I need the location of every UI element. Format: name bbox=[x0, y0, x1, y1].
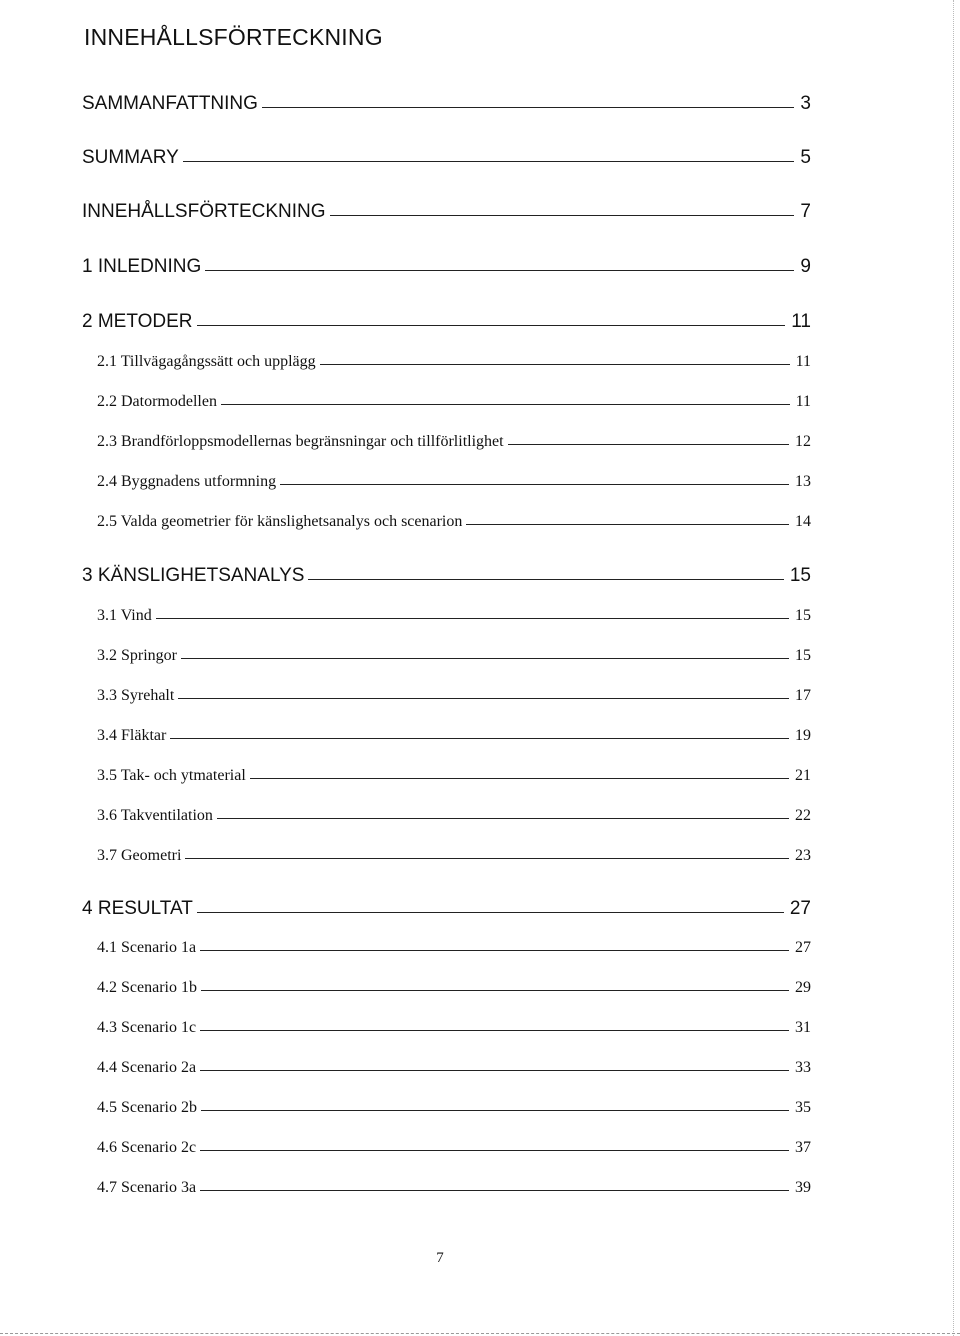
toc-entry-title: 4.7 Scenario 3a bbox=[97, 1179, 197, 1196]
toc-entry[interactable] bbox=[97, 1099, 811, 1117]
toc-entry-title: INNEHÅLLSFÖRTECKNING bbox=[82, 201, 326, 222]
toc-entry-page: 22 bbox=[795, 807, 811, 824]
toc-entry[interactable] bbox=[97, 433, 811, 451]
toc-leader-line bbox=[183, 161, 795, 162]
toc-entry-title: 3.4 Fläktar bbox=[97, 727, 167, 744]
toc-leader-line bbox=[185, 858, 789, 859]
toc-entry-title: 4.4 Scenario 2a bbox=[97, 1059, 197, 1076]
scan-edge-bottom bbox=[0, 1333, 960, 1334]
toc-entry-title: 2 METODER bbox=[82, 311, 193, 332]
toc-leader-line bbox=[178, 698, 789, 699]
toc-entry-title: 3.6 Takventilation bbox=[97, 807, 213, 824]
toc-entry-page: 13 bbox=[795, 473, 811, 490]
toc-entry-title: 3.7 Geometri bbox=[97, 847, 182, 864]
toc-leader-line bbox=[156, 618, 789, 619]
toc-entry-title: 2.1 Tillvägagångssätt och upplägg bbox=[97, 353, 316, 370]
toc-entry[interactable] bbox=[97, 939, 811, 957]
toc-entry[interactable] bbox=[97, 1139, 811, 1157]
toc-entry-title: 4.6 Scenario 2c bbox=[97, 1139, 197, 1156]
toc-leader-line bbox=[217, 818, 789, 819]
toc-entry[interactable] bbox=[82, 898, 811, 920]
toc-leader-line bbox=[201, 990, 789, 991]
toc-entry-page: 17 bbox=[795, 687, 811, 704]
toc-entry[interactable] bbox=[97, 513, 811, 531]
toc-entry[interactable] bbox=[97, 473, 811, 491]
toc-entry-title: 4 RESULTAT bbox=[82, 898, 193, 919]
toc-entry[interactable] bbox=[82, 147, 811, 169]
toc-entry-title: 2.3 Brandförloppsmodellernas begränsningar och tillförlitlighet bbox=[97, 433, 504, 450]
toc-leader-line bbox=[200, 1030, 789, 1031]
toc-entry[interactable] bbox=[97, 1059, 811, 1077]
toc-leader-line bbox=[280, 484, 789, 485]
toc-entry-page: 14 bbox=[795, 513, 811, 530]
toc-entry-page: 39 bbox=[795, 1179, 811, 1196]
toc-entry-title: 3.5 Tak- och ytmaterial bbox=[97, 767, 246, 784]
toc-leader-line bbox=[308, 579, 783, 580]
toc-entry-title: 2.4 Byggnadens utformning bbox=[97, 473, 277, 490]
toc-entry-page: 29 bbox=[795, 979, 811, 996]
page-title: INNEHÅLLSFÖRTECKNING bbox=[84, 24, 383, 50]
toc-entry-page: 33 bbox=[795, 1059, 811, 1076]
toc-leader-line bbox=[200, 1070, 789, 1071]
toc-entry-title: 4.1 Scenario 1a bbox=[97, 939, 197, 956]
toc-leader-line bbox=[200, 1190, 789, 1191]
toc-entry[interactable] bbox=[97, 979, 811, 997]
toc-entry[interactable] bbox=[97, 1019, 811, 1037]
page-number: 7 bbox=[436, 1250, 444, 1266]
toc-leader-line bbox=[197, 325, 786, 326]
toc-leader-line bbox=[320, 364, 790, 365]
toc-leader-line bbox=[250, 778, 789, 779]
toc-entry-title: 4.3 Scenario 1c bbox=[97, 1019, 197, 1036]
toc-leader-line bbox=[200, 1150, 789, 1151]
toc-entry-page: 15 bbox=[789, 565, 811, 586]
toc-entry[interactable] bbox=[97, 687, 811, 705]
toc-entry-page: 15 bbox=[795, 607, 811, 624]
toc-entry-page: 35 bbox=[795, 1099, 811, 1116]
toc-entry[interactable] bbox=[97, 607, 811, 625]
toc-leader-line bbox=[200, 950, 789, 951]
toc-entry-page: 7 bbox=[800, 201, 811, 222]
toc-leader-line bbox=[466, 524, 789, 525]
toc-entry-title: SUMMARY bbox=[82, 147, 179, 168]
toc-entry-title: 3.2 Springor bbox=[97, 647, 177, 664]
toc-entry[interactable] bbox=[82, 565, 811, 587]
toc-entry-title: 2.5 Valda geometrier för känslighetsanalys och scenarion bbox=[97, 513, 463, 530]
toc-entry-title: 2.2 Datormodellen bbox=[97, 393, 217, 410]
toc-entry-page: 11 bbox=[795, 353, 811, 370]
toc-entry-page: 23 bbox=[795, 847, 811, 864]
toc-leader-line bbox=[221, 404, 790, 405]
toc-entry-page: 21 bbox=[795, 767, 811, 784]
toc-entry-page: 11 bbox=[795, 393, 811, 410]
toc-leader-line bbox=[508, 444, 789, 445]
toc-entry-title: 3.3 Syrehalt bbox=[97, 687, 175, 704]
toc-entry-page: 12 bbox=[795, 433, 811, 450]
toc-entry[interactable] bbox=[97, 767, 811, 785]
toc-entry[interactable] bbox=[97, 847, 811, 865]
toc-entry[interactable] bbox=[97, 393, 811, 411]
toc-entry-page: 9 bbox=[800, 256, 811, 277]
toc-entry[interactable] bbox=[97, 647, 811, 665]
toc-entry-title: 3.1 Vind bbox=[97, 607, 152, 624]
toc-entry[interactable] bbox=[97, 353, 811, 371]
toc-entry-title: 1 INLEDNING bbox=[82, 256, 202, 277]
toc-entry[interactable] bbox=[97, 1179, 811, 1197]
toc-entry-page: 27 bbox=[789, 898, 811, 919]
toc-leader-line bbox=[205, 270, 794, 271]
toc-entry[interactable] bbox=[97, 807, 811, 825]
toc-leader-line bbox=[330, 215, 795, 216]
toc-entry-page: 11 bbox=[791, 311, 811, 332]
toc-entry-page: 15 bbox=[795, 647, 811, 664]
scan-edge-right bbox=[953, 0, 954, 1336]
toc-entry-page: 3 bbox=[800, 93, 811, 114]
toc-entry-title: 3 KÄNSLIGHETSANALYS bbox=[82, 565, 305, 586]
toc-entry-title: SAMMANFATTNING bbox=[82, 93, 258, 114]
toc-entry-title: 4.5 Scenario 2b bbox=[97, 1099, 197, 1116]
toc-entry-title: 4.2 Scenario 1b bbox=[97, 979, 197, 996]
toc-entry-page: 31 bbox=[795, 1019, 811, 1036]
toc-entry[interactable] bbox=[82, 256, 811, 278]
toc-leader-line bbox=[201, 1110, 789, 1111]
toc-leader-line bbox=[262, 107, 794, 108]
toc-leader-line bbox=[181, 658, 789, 659]
toc-entry-page: 37 bbox=[795, 1139, 811, 1156]
toc-entry-page: 5 bbox=[800, 147, 811, 168]
toc-entry[interactable] bbox=[82, 93, 811, 115]
toc-leader-line bbox=[197, 912, 784, 913]
toc-entry[interactable] bbox=[97, 727, 811, 745]
toc-entry[interactable] bbox=[82, 201, 811, 223]
toc-entry[interactable] bbox=[82, 311, 811, 333]
toc-entry-page: 27 bbox=[795, 939, 811, 956]
toc-leader-line bbox=[170, 738, 789, 739]
toc-entry-page: 19 bbox=[795, 727, 811, 744]
